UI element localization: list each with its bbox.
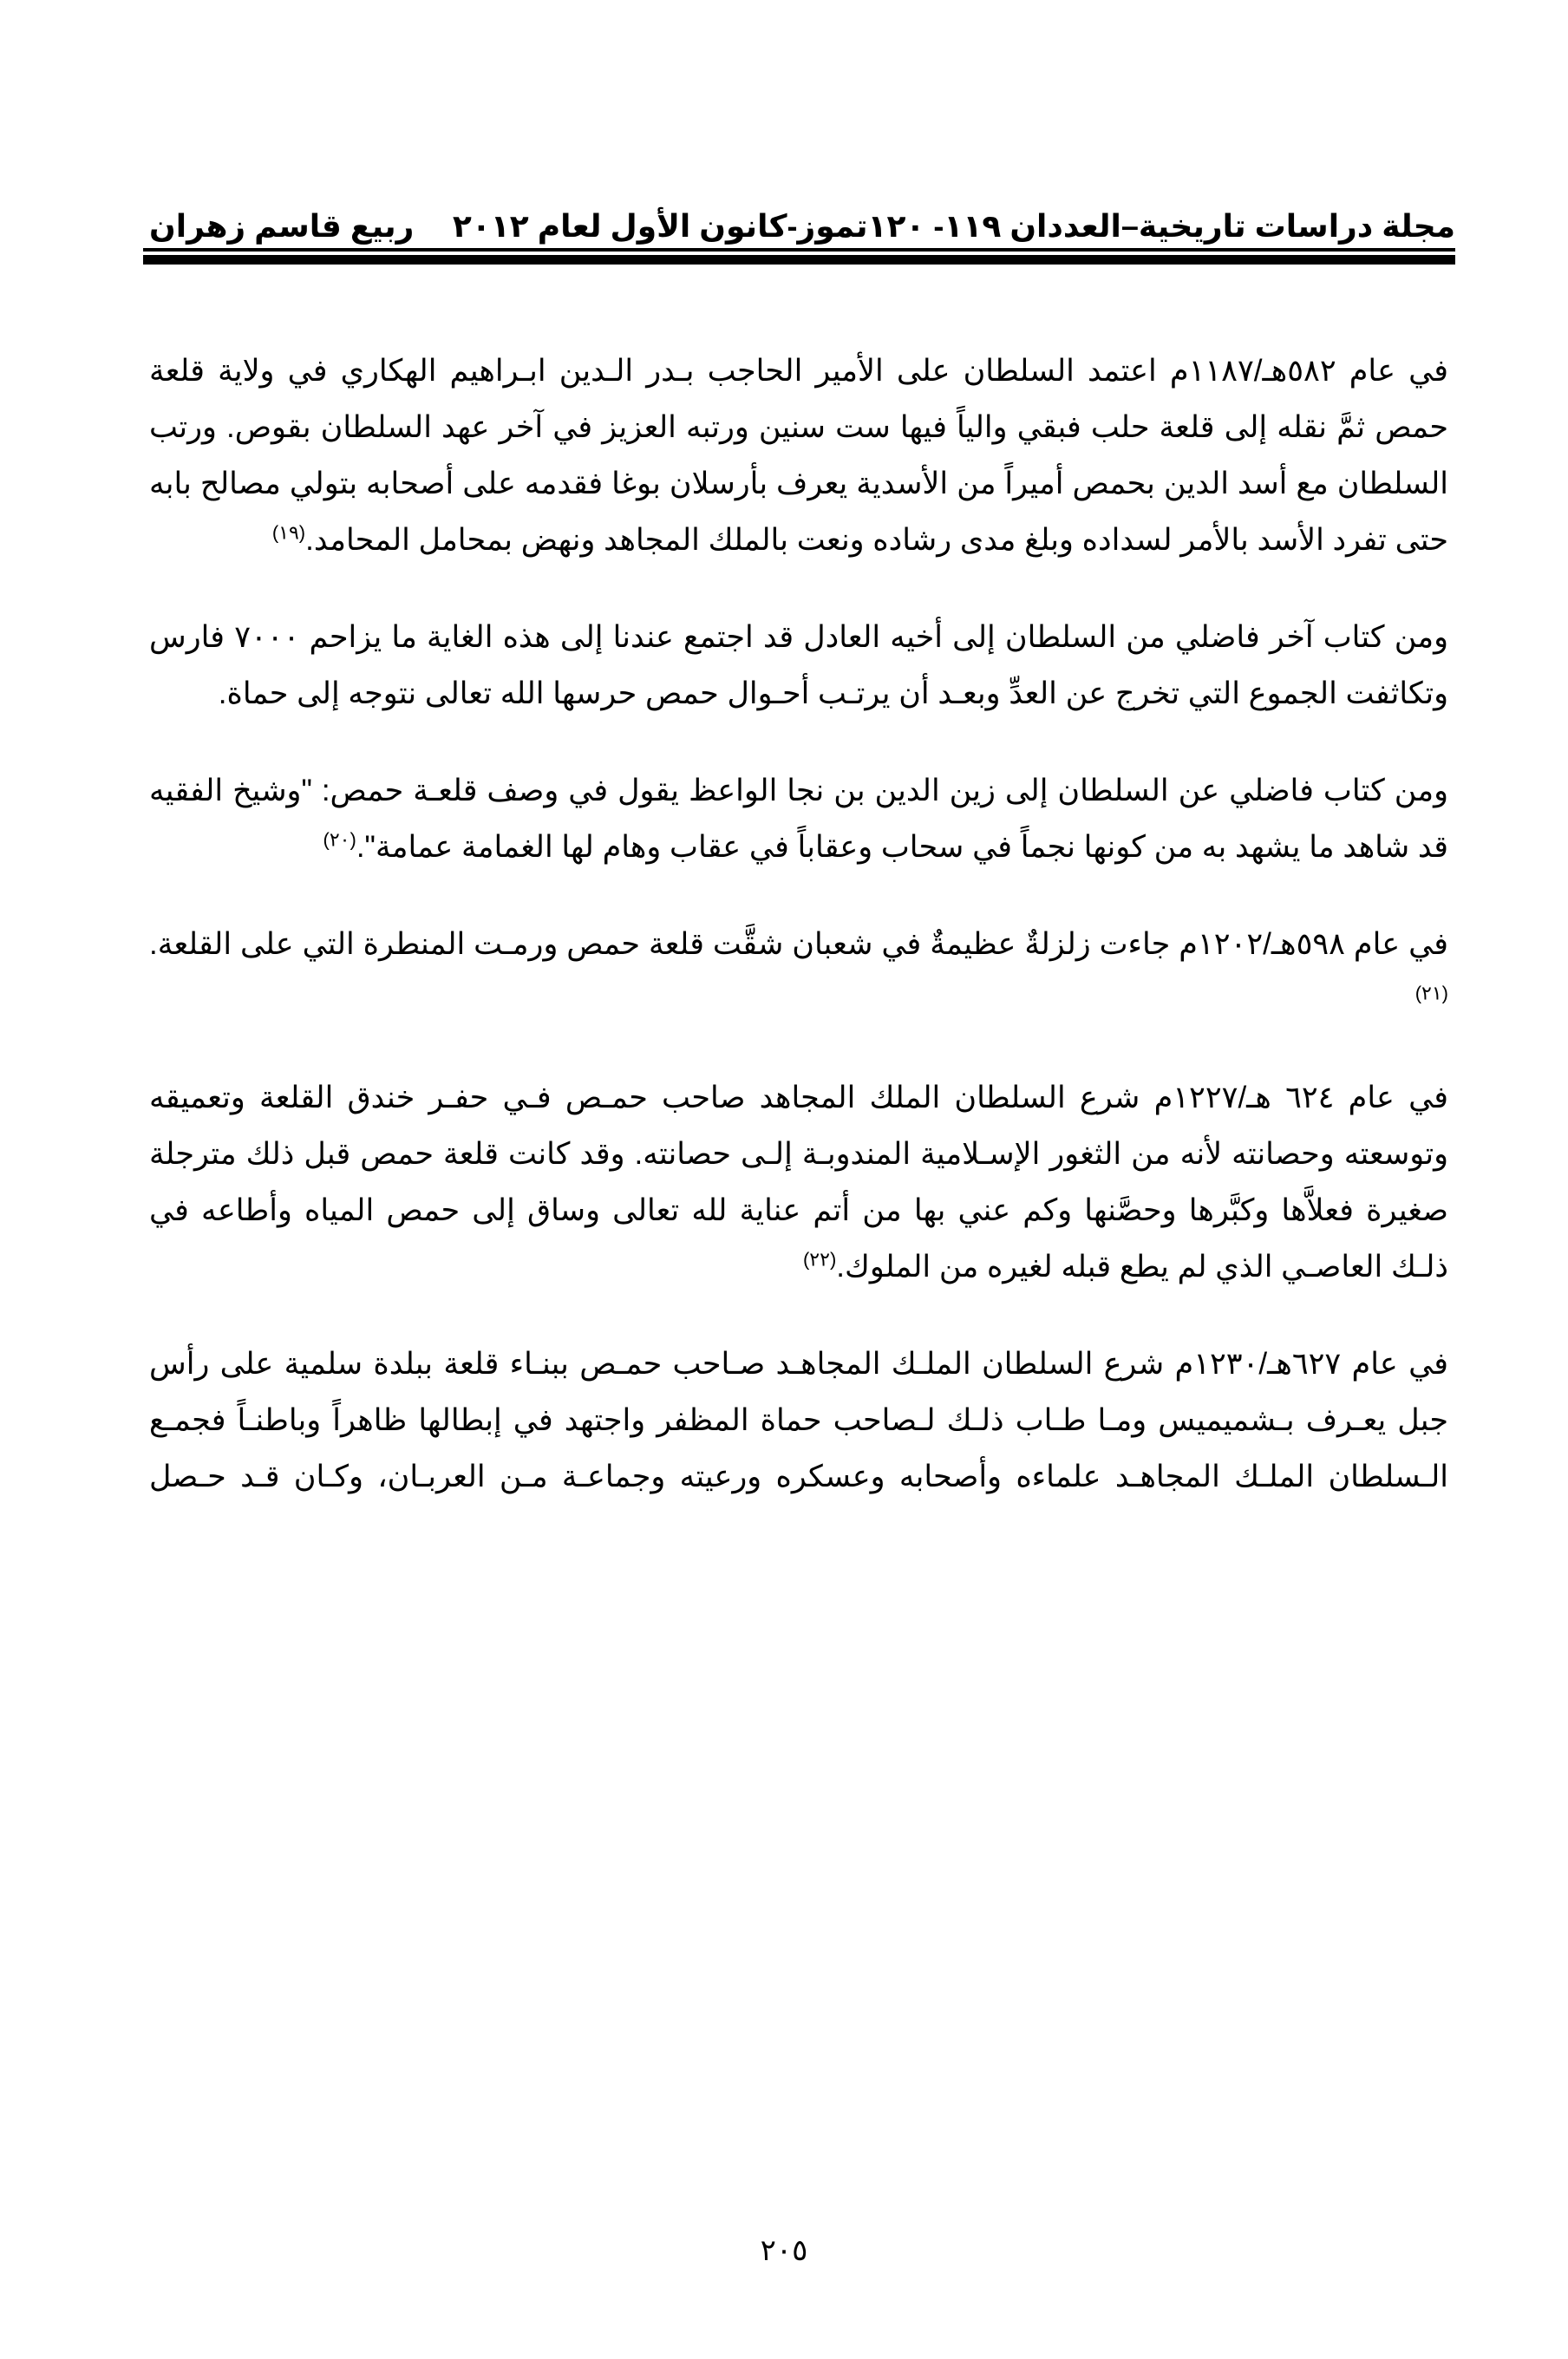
paragraph xyxy=(149,1069,1448,1295)
paragraph-text: في عام ٥٨٢هـ/١١٨٧م اعتمد السلطان على الأمير الحاجب بـدر الـدين ابـراهيم الهكاري في ولاية قلعة حمص ثمَّ نقله إلى قلعة حلب فبقي والياً فيها ست سنين ورتبه العزيز في آخر عهد السلطان بقوص. ورتب السلطان مع أسد الدين بحمص أميراً من الأسدية يعرف بأرسلان بوغا فقدمه على أصحابه بتولي مصالح بابه حتى تفرد الأسد بالأمر لسداده وبلغ مدى رشاده ونعت بالملك المجاهد ونهض بمحامل المحامد. xyxy=(149,354,1448,557)
paragraph-text: ومن كتاب فاضلي عن السلطان إلى زين الدين بن نجا الواعظ يقول في وصف قلعـة حمص: "وشيخ الفقيه قد شاهد ما يشهد به من كونها نجماً في سحاب وعقاباً في عقاب وهام لها الغمامة عمامة". xyxy=(149,774,1448,864)
author-name: ربيع قاسم زهران xyxy=(149,208,415,244)
paragraph xyxy=(149,343,1448,568)
running-header xyxy=(149,193,1455,245)
page-number: ٢٠٥ xyxy=(760,2234,808,2267)
body-text xyxy=(149,343,1448,1545)
footnote-ref: (١٩) xyxy=(271,521,306,544)
paragraph-text: في عام ٥٩٨هـ/١٢٠٢م جاءت زلزلةٌ عظيمةٌ في شعبان شقَّت قلعة حمص ورمـت المنطرة التي على القلعة. xyxy=(149,927,1448,961)
header-rule-thin xyxy=(143,248,1455,252)
paragraph xyxy=(149,609,1448,722)
footnote-ref: (٢١) xyxy=(1414,982,1448,1004)
paragraph xyxy=(149,1336,1448,1505)
paragraph xyxy=(149,762,1448,875)
paragraph-text: ومن كتاب آخر فاضلي من السلطان إلى أخيه العادل قد اجتمع عندنا إلى هذه الغاية ما يزاحم ٧٠٠٠ فارس وتكاثفت الجموع التي تخرج عن العدِّ وبعـد أن يرتـب أحـوال حمص حرسها الله تعالى نتوجه إلى حماة. xyxy=(149,620,1449,710)
footnote-ref: (٢٠) xyxy=(323,828,356,851)
paragraph-text: في عام ٦٢٤ هـ/١٢٢٧م شرع السلطان الملك المجاهد صاحب حمـص فـي حفـر خندق القلعة وتعميقه وتوسعته وحصانته لأنه من الثغور الإسـلامية المندوبـة إلـى حصانته. وقد كانت قلعة حمص قبل ذلك مترجلة صغيرة فعلاَّها وكبَّرها وحصَّنها وكم عني بها من أتم عناية لله تعالى وساق إلى حمص المياه وأطاعه في ذلـك العاصـي الذي لم يطع قبله لغيره من الملوك. xyxy=(149,1081,1448,1284)
header-rule-thick xyxy=(143,255,1455,265)
footnote-ref: (٢٢) xyxy=(802,1248,837,1271)
journal-title: مجلة دراسات تاريخية–العددان ١١٩- ١٢٠تموز-كانون الأول لعام ٢٠١٢ xyxy=(452,208,1455,244)
paragraph-text: في عام ٦٢٧هـ/١٢٣٠م شرع السلطان الملـك المجاهـد صـاحب حمـص ببنـاء قلعة ببلدة سلمية على رأس جبل يعـرف بـشميميس ومـا طـاب ذلـك لـصاحب حماة المظفر واجتهد في إبطالها ظاهراً وباطنـاً فجمـع الـسلطان الملـك المجاهـد علماءه وأصحابه وعسكره ورعيته وجماعـة مـن العربـان، وكـان قـد حـصل xyxy=(149,1347,1449,1493)
paragraph xyxy=(149,916,1448,1029)
